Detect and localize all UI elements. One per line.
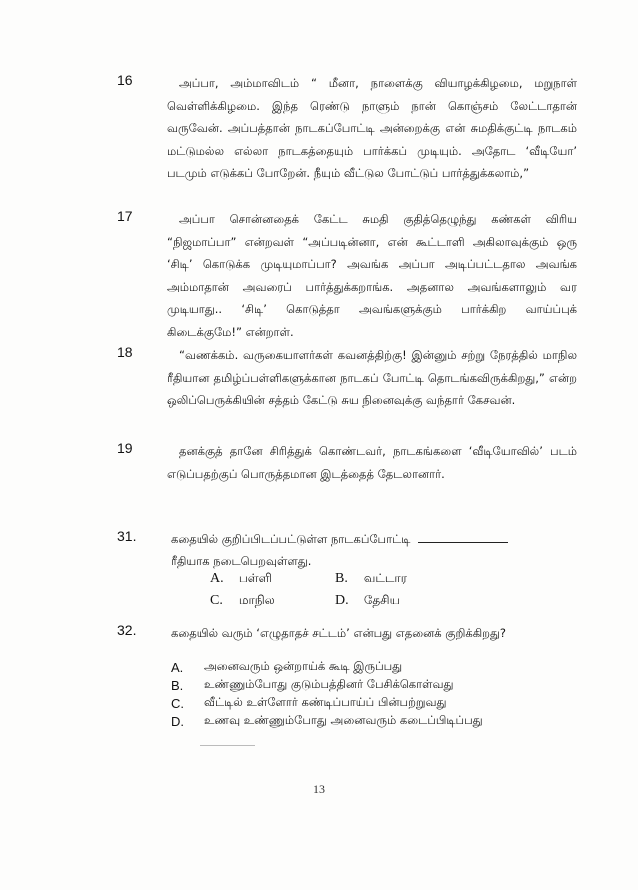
divider-line (200, 745, 255, 746)
answer-blank (418, 541, 508, 543)
paragraph-number: 17 (117, 208, 133, 224)
question-32 (117, 622, 587, 644)
option-a-letter: A. (210, 571, 224, 586)
question-number: 31. (117, 528, 137, 544)
option-a-text: பள்ளி (238, 571, 272, 585)
option-d-letter: D. (171, 713, 184, 729)
paragraph-number: 18 (117, 344, 133, 360)
option-b-text: வட்டார (363, 571, 407, 585)
paragraph-number: 16 (117, 72, 133, 88)
question-text (171, 528, 587, 572)
option-c-text: வீட்டில் உள்ளோர் கண்டிப்பாய்ப் பின்பற்றுவது (204, 695, 447, 709)
option-row (171, 694, 571, 712)
paragraph-19 (117, 440, 577, 485)
question-31-options (210, 568, 460, 612)
paragraph-text: அப்பா சொன்னதைக் கேட்ட சுமதி குதித்தெழுந்து கண்கள் விரிய “நிஜமாப்பா” என்றவள் “அப்படின்னா, என் கூட்டாளி அகிலாவுக்கும் ஒரு ‘சிடி’ கொடுக்க முடியுமாப்பா? அவங்க அப்பா அடிப்பட்டதால அவங்க அம்மாதான் அவரைப் பார்த்துக்கறாங்க. அதனால அவங்களாலும் வர முடியாது.. ‘சிடி’ கொடுத்தா அவங்களுக்கும் பார்க்கிற வாய்ப்புக் கிடைக்குமே!” என்றாள். (167, 212, 577, 339)
option-row (171, 712, 571, 730)
paragraph-16 (117, 72, 577, 185)
option-d-text: உணவு உண்ணும்போது அனைவரும் கடைப்பிடிப்பது (204, 713, 483, 727)
question-stem-continued: ரீதியாக நடைபெறவுள்ளது. (171, 554, 312, 568)
option-d-letter: D. (335, 593, 349, 608)
question-stem: கதையில் குறிப்பிடப்பட்டுள்ள நாடகப்போட்டி (171, 532, 411, 546)
question-number: 32. (117, 622, 137, 638)
option-row (171, 676, 571, 694)
question-32-options (171, 658, 571, 730)
option-c-text: மாநில (238, 593, 275, 607)
paragraph-text: “வணக்கம். வருகையாளர்கள் கவனத்திற்கு! இன்னும் சற்று நேரத்தில் மாநில ரீதியான தமிழ்ப்பள்ளிகளுக்கான நாடகப் போட்டி தொடங்கவிருக்கிறது,” என்ற ஒலிப்பெருக்கியின் சத்தம் கேட்டு சுய நினைவுக்கு வந்தார் கேசவன். (167, 348, 577, 407)
paragraph-text: தனக்குத் தானே சிரித்துக் கொண்டவர், நாடகங்களை ‘வீடியோவில்’ படம் எடுப்பதற்குப் பொருத்தமான இடத்தைத் தேடலானார். (167, 444, 577, 481)
option-b-letter: B. (171, 677, 184, 693)
option-row (171, 658, 571, 676)
paragraph-18 (117, 344, 577, 412)
option-c-letter: C. (171, 695, 184, 711)
option-a-text: அனைவரும் ஒன்றாய்க் கூடி இருப்பது (204, 659, 403, 673)
option-d-text: தேசிய (363, 593, 400, 607)
options-row (210, 568, 460, 590)
question-31 (117, 528, 587, 572)
paragraph-number: 19 (117, 440, 133, 456)
option-b-text: உண்ணும்போது குடும்பத்தினர் பேசிக்கொள்வது (204, 677, 454, 691)
option-b-letter: B. (335, 571, 348, 586)
option-c-letter: C. (210, 593, 223, 608)
page-number: 13 (313, 782, 325, 796)
option-a-letter: A. (171, 659, 184, 675)
paragraph-text: அப்பா, அம்மாவிடம் “ மீனா, நாளைக்கு வியாழக்கிழமை, மறுநாள் வெள்ளிக்கிழமை. இந்த ரெண்டு நாளும் நான் கொஞ்சம் லேட்டாதான் வருவேன். அப்பத்தான் நாடகப்போட்டி அன்றைக்கு என் சுமதிக்குட்டி நாடகம் மட்டுமல்ல எல்லா நாடகத்தையும் பார்க்கப் முடியும். அதோட ‘வீடியோ’ படமும் எடுக்கப் போறேன். நீயும் வீட்டுல போட்டுப் பார்த்துக்கலாம்,” (167, 76, 577, 180)
paragraph-17 (117, 208, 577, 343)
options-row (210, 590, 460, 612)
question-text: கதையில் வரும் ‘எழுதாதச் சட்டம்’ என்பது எதனைக் குறிக்கிறது? (171, 626, 507, 640)
